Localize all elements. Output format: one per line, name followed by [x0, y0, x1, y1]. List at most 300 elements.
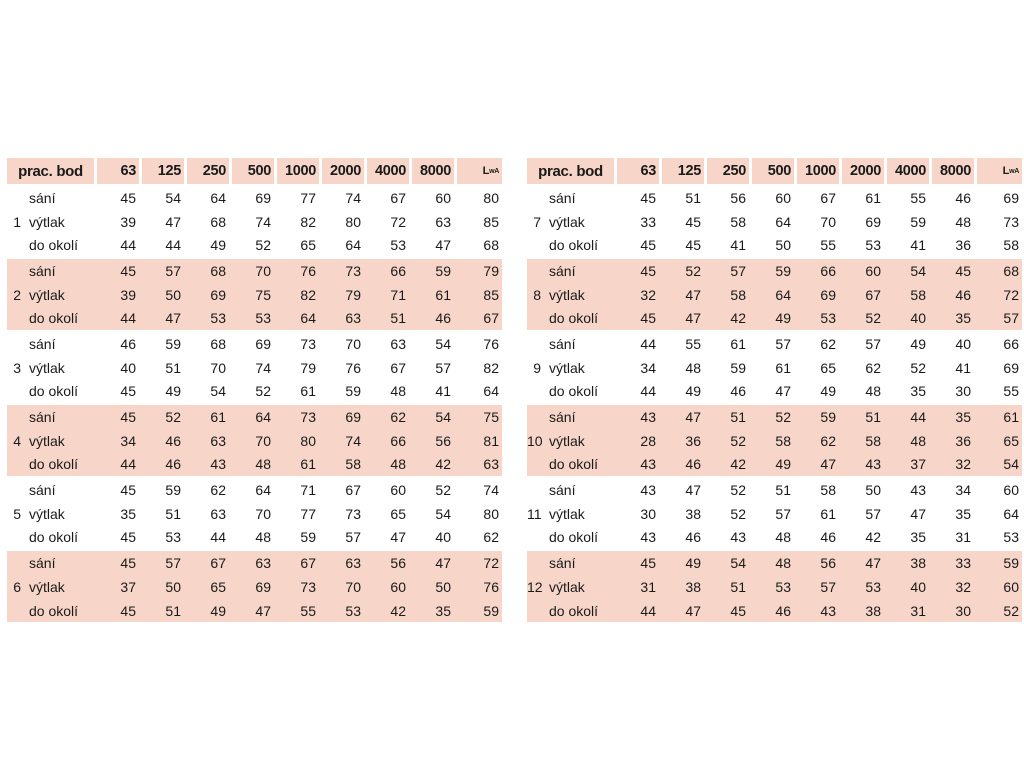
row-name: sání: [549, 335, 576, 352]
band-value: 63: [210, 505, 226, 522]
band-value: 50: [165, 578, 181, 595]
band-value: 48: [255, 456, 271, 473]
band-value: 45: [120, 555, 136, 572]
band-value: 71: [390, 286, 406, 303]
header-band: 63: [97, 158, 139, 184]
row-name: sání: [29, 189, 56, 206]
point-group: [527, 405, 1022, 476]
band-value: 52: [910, 359, 926, 376]
band-value: 70: [255, 432, 271, 449]
lwa-value: 55: [1003, 383, 1019, 400]
table-row: [527, 502, 1022, 526]
band-value: 53: [390, 237, 406, 254]
band-value: 36: [685, 432, 701, 449]
band-value: 45: [120, 383, 136, 400]
band-value: 52: [865, 310, 881, 327]
band-value: 45: [120, 262, 136, 279]
band-value: 52: [730, 482, 746, 499]
band-value: 61: [300, 456, 316, 473]
band-value: 52: [255, 383, 271, 400]
band-value: 44: [165, 237, 181, 254]
lwa-value: 63: [483, 456, 499, 473]
band-value: 53: [165, 529, 181, 546]
band-value: 40: [910, 310, 926, 327]
band-value: 43: [640, 409, 656, 426]
band-value: 61: [300, 383, 316, 400]
table-row: [7, 283, 502, 307]
band-value: 69: [255, 335, 271, 352]
lwa-value: 54: [1003, 456, 1019, 473]
header-band: 250: [707, 158, 749, 184]
band-value: 53: [775, 578, 791, 595]
row-label: [527, 336, 614, 352]
band-value: 37: [910, 456, 926, 473]
band-value: 52: [730, 432, 746, 449]
band-value: 31: [955, 529, 971, 546]
band-value: 64: [775, 213, 791, 230]
band-value: 54: [730, 555, 746, 572]
band-value: 43: [730, 529, 746, 546]
header-lwa: [457, 158, 502, 184]
band-value: 67: [865, 286, 881, 303]
band-value: 47: [820, 456, 836, 473]
table-row: [7, 575, 502, 599]
row-name: do okolí: [549, 310, 599, 327]
row-label: [7, 383, 94, 399]
lwa-value: 57: [1003, 310, 1019, 327]
band-value: 55: [685, 335, 701, 352]
band-value: 48: [390, 383, 406, 400]
table-row: [527, 283, 1022, 307]
band-value: 70: [210, 359, 226, 376]
band-value: 30: [640, 505, 656, 522]
band-value: 42: [730, 456, 746, 473]
band-value: 67: [820, 189, 836, 206]
band-value: 49: [165, 383, 181, 400]
band-value: 69: [255, 189, 271, 206]
row-label: [7, 409, 94, 425]
band-value: 46: [165, 456, 181, 473]
row-name: výtlak: [29, 578, 65, 595]
band-value: 61: [730, 335, 746, 352]
band-value: 38: [685, 578, 701, 595]
row-name: sání: [549, 555, 576, 572]
band-value: 30: [955, 383, 971, 400]
row-label: [7, 603, 94, 619]
lwa-value: 68: [483, 237, 499, 254]
lwa-value: 68: [1003, 262, 1019, 279]
band-value: 58: [820, 482, 836, 499]
table-header: [7, 158, 502, 184]
band-value: 61: [775, 359, 791, 376]
band-value: 59: [300, 529, 316, 546]
band-value: 53: [255, 310, 271, 327]
band-value: 73: [300, 578, 316, 595]
band-value: 43: [640, 529, 656, 546]
band-value: 45: [120, 482, 136, 499]
band-value: 51: [730, 409, 746, 426]
table-row: [7, 429, 502, 453]
row-name: výtlak: [549, 359, 585, 376]
lwa-value: 60: [1003, 482, 1019, 499]
point-number: 11: [527, 505, 542, 522]
band-value: 44: [120, 310, 136, 327]
band-value: 61: [210, 409, 226, 426]
band-value: 38: [685, 505, 701, 522]
band-value: 48: [390, 456, 406, 473]
band-value: 49: [820, 383, 836, 400]
band-value: 44: [640, 335, 656, 352]
band-value: 55: [300, 602, 316, 619]
band-value: 57: [775, 335, 791, 352]
lwa-value: 75: [483, 409, 499, 426]
row-name: do okolí: [549, 529, 599, 546]
header-band: 8000: [412, 158, 454, 184]
point-number: [7, 529, 27, 545]
band-value: 63: [255, 555, 271, 572]
table-row: [7, 478, 502, 502]
band-value: 58: [775, 432, 791, 449]
header-band: 500: [232, 158, 274, 184]
band-value: 44: [910, 409, 926, 426]
band-value: 46: [685, 529, 701, 546]
band-value: 65: [300, 237, 316, 254]
band-value: 33: [955, 555, 971, 572]
row-name: sání: [549, 482, 576, 499]
band-value: 34: [120, 432, 136, 449]
row-name: sání: [29, 482, 56, 499]
band-value: 69: [865, 213, 881, 230]
header-lwa-sub: wA: [489, 167, 499, 175]
row-label: [7, 214, 94, 230]
band-value: 49: [210, 602, 226, 619]
band-value: 68: [210, 335, 226, 352]
band-value: 51: [390, 310, 406, 327]
header-band: 1000: [797, 158, 839, 184]
header-lwa-main: L: [1002, 165, 1010, 177]
band-value: 79: [300, 359, 316, 376]
lwa-value: 76: [483, 578, 499, 595]
band-value: 47: [165, 310, 181, 327]
lwa-value: 60: [1003, 578, 1019, 595]
band-value: 47: [435, 237, 451, 254]
table-row: [7, 210, 502, 234]
point-number: [7, 555, 27, 571]
row-label: [527, 579, 614, 595]
band-value: 34: [640, 359, 656, 376]
point-number: [527, 190, 547, 206]
band-value: 43: [640, 482, 656, 499]
row-label: [7, 529, 94, 545]
band-value: 60: [775, 189, 791, 206]
band-value: 46: [955, 286, 971, 303]
header-band: 125: [142, 158, 184, 184]
row-name: do okolí: [549, 456, 599, 473]
band-value: 56: [730, 189, 746, 206]
lwa-value: 72: [1003, 286, 1019, 303]
noise-table-left: [7, 158, 502, 622]
band-value: 53: [820, 310, 836, 327]
band-value: 64: [255, 482, 271, 499]
band-value: 38: [910, 555, 926, 572]
point-group: [7, 478, 502, 549]
header-band: 4000: [887, 158, 929, 184]
band-value: 40: [955, 335, 971, 352]
table-row: [527, 259, 1022, 283]
band-value: 46: [685, 456, 701, 473]
point-number: [7, 383, 27, 399]
point-number: [527, 456, 547, 472]
band-value: 54: [910, 262, 926, 279]
band-value: 50: [865, 482, 881, 499]
band-value: 74: [255, 213, 271, 230]
band-value: 42: [730, 310, 746, 327]
table-row: [7, 599, 502, 623]
lwa-value: 53: [1003, 529, 1019, 546]
row-name: sání: [29, 335, 56, 352]
band-value: 43: [640, 456, 656, 473]
row-name: do okolí: [29, 529, 79, 546]
row-name: sání: [549, 409, 576, 426]
band-value: 70: [255, 505, 271, 522]
band-value: 59: [775, 262, 791, 279]
band-value: 47: [390, 529, 406, 546]
row-name: výtlak: [549, 286, 585, 303]
band-value: 60: [390, 578, 406, 595]
band-value: 59: [165, 482, 181, 499]
lwa-value: 73: [1003, 213, 1019, 230]
row-name: výtlak: [29, 286, 65, 303]
band-value: 62: [820, 432, 836, 449]
band-value: 70: [345, 578, 361, 595]
band-value: 36: [955, 432, 971, 449]
band-value: 44: [640, 383, 656, 400]
band-value: 35: [955, 409, 971, 426]
lwa-value: 79: [483, 262, 499, 279]
point-number: [527, 336, 547, 352]
lwa-value: 64: [1003, 505, 1019, 522]
table-row: [7, 502, 502, 526]
band-value: 73: [300, 409, 316, 426]
header-lwa-sub: wA: [1009, 167, 1019, 175]
band-value: 77: [300, 189, 316, 206]
table-row: [7, 186, 502, 210]
band-value: 35: [910, 529, 926, 546]
band-value: 67: [390, 359, 406, 376]
band-value: 57: [165, 262, 181, 279]
table-row: [7, 380, 502, 404]
table-row: [7, 405, 502, 429]
point-number: [527, 263, 547, 279]
header-band: 500: [752, 158, 794, 184]
band-value: 80: [300, 432, 316, 449]
band-value: 57: [345, 529, 361, 546]
band-value: 51: [775, 482, 791, 499]
row-name: výtlak: [29, 359, 65, 376]
table-row: [7, 306, 502, 330]
band-value: 68: [210, 262, 226, 279]
header-band: 2000: [322, 158, 364, 184]
band-value: 46: [435, 310, 451, 327]
row-label: [527, 383, 614, 399]
band-value: 42: [390, 602, 406, 619]
band-value: 60: [435, 189, 451, 206]
band-value: 62: [820, 335, 836, 352]
header-band: 2000: [842, 158, 884, 184]
row-name: do okolí: [29, 237, 79, 254]
band-value: 52: [165, 409, 181, 426]
table-row: [527, 186, 1022, 210]
table-row: [7, 453, 502, 477]
lwa-value: 61: [1003, 409, 1019, 426]
band-value: 45: [955, 262, 971, 279]
band-value: 53: [210, 310, 226, 327]
point-group: [527, 332, 1022, 403]
point-number: 3: [13, 359, 21, 376]
row-name: výtlak: [549, 213, 585, 230]
band-value: 52: [255, 237, 271, 254]
band-value: 47: [775, 383, 791, 400]
band-value: 41: [955, 359, 971, 376]
table-row: [7, 332, 502, 356]
row-label: [527, 603, 614, 619]
point-number: [7, 190, 27, 206]
band-value: 32: [640, 286, 656, 303]
table-row: [527, 551, 1022, 575]
band-value: 28: [640, 432, 656, 449]
band-value: 35: [120, 505, 136, 522]
lwa-value: 82: [483, 359, 499, 376]
band-value: 64: [210, 189, 226, 206]
point-number: [527, 237, 547, 253]
band-value: 69: [820, 286, 836, 303]
band-value: 62: [865, 359, 881, 376]
table-row: [7, 233, 502, 257]
band-value: 70: [255, 262, 271, 279]
band-value: 51: [730, 578, 746, 595]
table-row: [527, 478, 1022, 502]
row-name: sání: [29, 262, 56, 279]
band-value: 67: [390, 189, 406, 206]
row-label: [7, 263, 94, 279]
table-row: [527, 356, 1022, 380]
row-label: [527, 190, 614, 206]
row-name: do okolí: [29, 602, 79, 619]
row-label: [527, 237, 614, 253]
header-label: prac. bod: [527, 158, 614, 184]
point-number: [7, 263, 27, 279]
band-value: 47: [255, 602, 271, 619]
band-value: 74: [345, 189, 361, 206]
lwa-value: 67: [483, 310, 499, 327]
band-value: 57: [775, 505, 791, 522]
band-value: 46: [820, 529, 836, 546]
band-value: 48: [775, 529, 791, 546]
point-number: [7, 409, 27, 425]
band-value: 49: [685, 383, 701, 400]
table-row: [527, 599, 1022, 623]
band-value: 70: [820, 213, 836, 230]
lwa-value: 59: [1003, 555, 1019, 572]
lwa-value: 85: [483, 213, 499, 230]
lwa-value: 59: [483, 602, 499, 619]
band-value: 64: [775, 286, 791, 303]
point-number: [527, 310, 547, 326]
band-value: 47: [685, 602, 701, 619]
band-value: 43: [910, 482, 926, 499]
point-group: [527, 259, 1022, 330]
band-value: 56: [435, 432, 451, 449]
row-label: [527, 409, 614, 425]
band-value: 40: [910, 578, 926, 595]
band-value: 48: [955, 213, 971, 230]
band-value: 48: [255, 529, 271, 546]
point-number: 1: [13, 213, 21, 230]
band-value: 67: [300, 555, 316, 572]
band-value: 43: [820, 602, 836, 619]
band-value: 55: [820, 237, 836, 254]
row-label: [527, 287, 614, 303]
band-value: 46: [955, 189, 971, 206]
row-label: [7, 456, 94, 472]
band-value: 74: [345, 432, 361, 449]
band-value: 45: [120, 602, 136, 619]
band-value: 58: [865, 432, 881, 449]
band-value: 46: [775, 602, 791, 619]
row-name: výtlak: [549, 505, 585, 522]
band-value: 35: [910, 383, 926, 400]
band-value: 57: [435, 359, 451, 376]
point-group: [7, 259, 502, 330]
row-name: výtlak: [29, 505, 65, 522]
band-value: 38: [865, 602, 881, 619]
band-value: 61: [435, 286, 451, 303]
band-value: 49: [775, 310, 791, 327]
band-value: 73: [345, 505, 361, 522]
band-value: 57: [865, 335, 881, 352]
band-value: 47: [165, 213, 181, 230]
row-label: [527, 360, 614, 376]
band-value: 69: [345, 409, 361, 426]
point-number: 9: [533, 359, 541, 376]
band-value: 40: [120, 359, 136, 376]
band-value: 59: [165, 335, 181, 352]
band-value: 41: [730, 237, 746, 254]
band-value: 47: [685, 482, 701, 499]
band-value: 45: [120, 529, 136, 546]
band-value: 37: [120, 578, 136, 595]
header-band: 250: [187, 158, 229, 184]
band-value: 45: [685, 213, 701, 230]
point-number: [7, 603, 27, 619]
band-value: 43: [210, 456, 226, 473]
band-value: 35: [955, 505, 971, 522]
row-label: [7, 555, 94, 571]
band-value: 49: [910, 335, 926, 352]
band-value: 59: [345, 383, 361, 400]
row-name: sání: [549, 262, 576, 279]
point-number: [7, 336, 27, 352]
table-row: [527, 233, 1022, 257]
band-value: 32: [955, 578, 971, 595]
band-value: 63: [390, 335, 406, 352]
header-label: prac. bod: [7, 158, 94, 184]
row-label: [7, 190, 94, 206]
band-value: 44: [210, 529, 226, 546]
band-value: 72: [390, 213, 406, 230]
band-value: 64: [345, 237, 361, 254]
band-value: 54: [435, 335, 451, 352]
